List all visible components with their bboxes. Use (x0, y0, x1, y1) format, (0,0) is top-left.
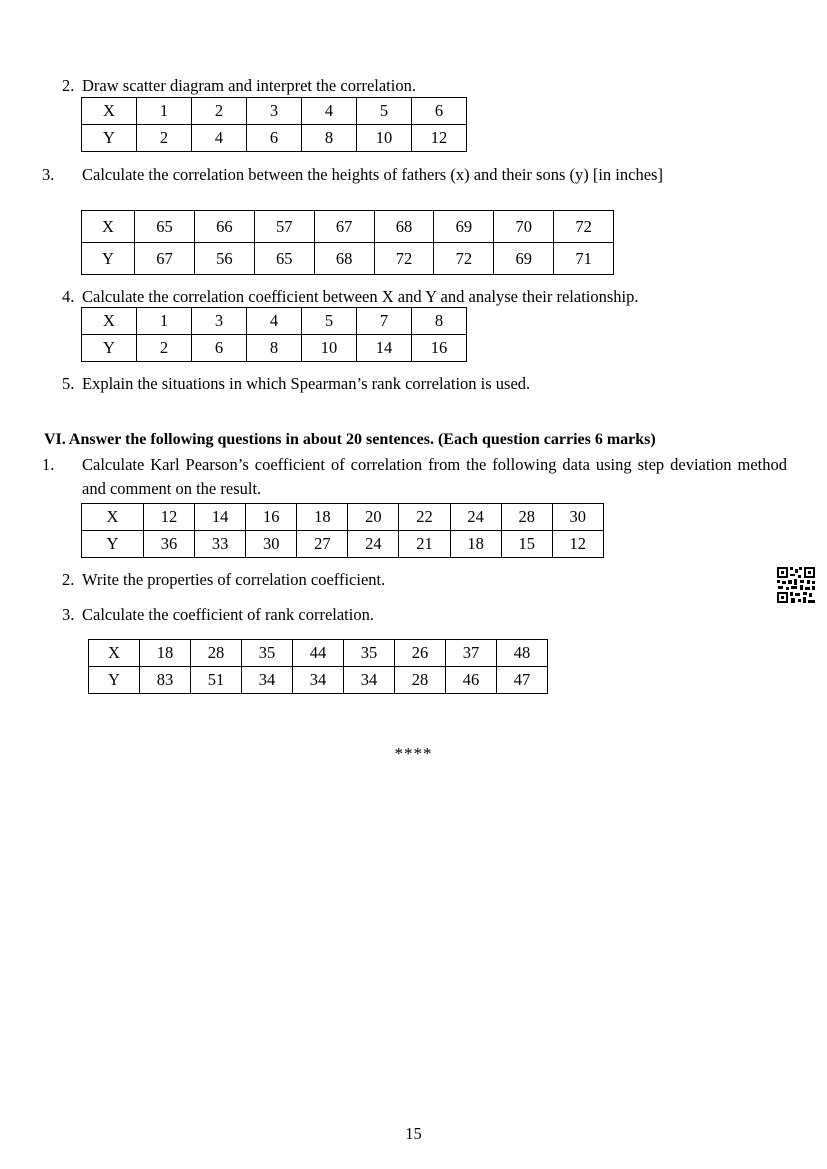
table-cell: 12 (144, 504, 195, 531)
question-text: Draw scatter diagram and interpret the correlation. (82, 76, 416, 95)
qr-code-icon (776, 566, 816, 604)
table-cell: 30 (246, 531, 297, 558)
question-number: 2. (62, 570, 75, 589)
table-row (82, 504, 604, 531)
table-cell: 6 (247, 125, 302, 152)
table-cell: 20 (348, 504, 399, 531)
table-cell: 16 (246, 504, 297, 531)
row-label: Y (82, 125, 137, 152)
table-cell: 37 (446, 640, 497, 667)
table-cell: 15 (501, 531, 552, 558)
table-cell: 14 (195, 504, 246, 531)
table-cell: 65 (254, 243, 314, 275)
table-cell: 4 (192, 125, 247, 152)
table-row (82, 335, 467, 362)
question-4 (62, 285, 767, 309)
table-cell: 8 (412, 308, 467, 335)
table-cell: 12 (552, 531, 603, 558)
table-cell: 35 (242, 640, 293, 667)
table-cell: 24 (450, 504, 501, 531)
table-cell: 67 (314, 211, 374, 243)
question-text: Calculate the coefficient of rank correlation. (82, 605, 374, 624)
table-cell: 28 (501, 504, 552, 531)
end-marker: **** (394, 744, 433, 763)
table-cell: 34 (293, 667, 344, 694)
table-cell: 68 (314, 243, 374, 275)
table-cell: 8 (302, 125, 357, 152)
table-cell: 66 (194, 211, 254, 243)
table-cell: 69 (434, 211, 494, 243)
table-cell: 21 (399, 531, 450, 558)
data-table-1 (81, 97, 467, 152)
data-table-4 (81, 503, 604, 558)
table-cell: 72 (554, 211, 614, 243)
data-table-2 (81, 210, 614, 275)
table-cell: 33 (195, 531, 246, 558)
question-text: Calculate Karl Pearson’s coefficient of correlation from the following data using step deviation method and comment on the result. (82, 455, 787, 498)
table-cell: 51 (191, 667, 242, 694)
table-cell: 8 (247, 335, 302, 362)
table-cell: 2 (192, 98, 247, 125)
table-cell: 35 (344, 640, 395, 667)
row-label: X (82, 211, 135, 243)
table-cell: 12 (412, 125, 467, 152)
table-cell: 24 (348, 531, 399, 558)
question-number: 1. (42, 455, 55, 474)
question-3 (42, 163, 787, 187)
table-cell: 1 (137, 98, 192, 125)
table-cell: 48 (497, 640, 548, 667)
question-number: 3. (42, 165, 55, 184)
table-cell: 46 (446, 667, 497, 694)
question-2 (62, 74, 767, 98)
question-number: 2. (62, 76, 75, 95)
table-cell: 14 (357, 335, 412, 362)
data-table-5 (88, 639, 548, 694)
question-text: Calculate the correlation between the heights of fathers (x) and their sons (y) [in inches] (82, 165, 663, 184)
table-cell: 36 (144, 531, 195, 558)
table-row (89, 667, 548, 694)
table-cell: 68 (374, 211, 434, 243)
table-cell: 27 (297, 531, 348, 558)
table-cell: 7 (357, 308, 412, 335)
table-cell: 30 (552, 504, 603, 531)
table-cell: 6 (412, 98, 467, 125)
row-label: X (82, 98, 137, 125)
table-cell: 28 (395, 667, 446, 694)
section6-question-1 (42, 453, 787, 501)
section-heading: VI. Answer the following questions in about 20 sentences. (Each question carries 6 marks) (44, 431, 656, 448)
table-row (82, 243, 614, 275)
table-cell: 6 (192, 335, 247, 362)
question-number: 3. (62, 605, 75, 624)
section6-question-3 (62, 603, 767, 627)
table-row (82, 211, 614, 243)
table-cell: 18 (297, 504, 348, 531)
table-cell: 28 (191, 640, 242, 667)
data-table-3 (81, 307, 467, 362)
table-cell: 18 (140, 640, 191, 667)
question-text: Calculate the correlation coefficient between X and Y and analyse their relationship. (82, 287, 639, 306)
table-row (82, 531, 604, 558)
section6-question-2 (62, 568, 767, 592)
table-cell: 83 (140, 667, 191, 694)
row-label: Y (89, 667, 140, 694)
question-5 (62, 372, 767, 396)
table-cell: 44 (293, 640, 344, 667)
table-cell: 57 (254, 211, 314, 243)
table-cell: 18 (450, 531, 501, 558)
table-cell: 69 (494, 243, 554, 275)
table-cell: 67 (135, 243, 195, 275)
table-cell: 22 (399, 504, 450, 531)
row-label: X (82, 308, 137, 335)
table-row (82, 98, 467, 125)
table-cell: 2 (137, 125, 192, 152)
question-text: Write the properties of correlation coefficient. (82, 570, 386, 589)
table-cell: 1 (137, 308, 192, 335)
table-cell: 2 (137, 335, 192, 362)
question-number: 5. (62, 374, 75, 393)
page-number: 15 (405, 1124, 422, 1143)
table-cell: 4 (302, 98, 357, 125)
table-cell: 10 (357, 125, 412, 152)
row-label: Y (82, 531, 144, 558)
table-cell: 56 (194, 243, 254, 275)
table-cell: 10 (302, 335, 357, 362)
table-cell: 72 (434, 243, 494, 275)
table-cell: 65 (135, 211, 195, 243)
table-cell: 5 (302, 308, 357, 335)
question-text: Explain the situations in which Spearman’s rank correlation is used. (82, 374, 531, 393)
table-cell: 34 (242, 667, 293, 694)
table-cell: 3 (247, 98, 302, 125)
table-row (82, 125, 467, 152)
table-row (82, 308, 467, 335)
table-row (89, 640, 548, 667)
table-cell: 70 (494, 211, 554, 243)
table-cell: 16 (412, 335, 467, 362)
table-cell: 4 (247, 308, 302, 335)
table-cell: 26 (395, 640, 446, 667)
table-cell: 5 (357, 98, 412, 125)
row-label: X (89, 640, 140, 667)
row-label: Y (82, 243, 135, 275)
question-number: 4. (62, 287, 75, 306)
table-cell: 72 (374, 243, 434, 275)
row-label: Y (82, 335, 137, 362)
table-cell: 34 (344, 667, 395, 694)
table-cell: 71 (554, 243, 614, 275)
row-label: X (82, 504, 144, 531)
table-cell: 3 (192, 308, 247, 335)
table-cell: 47 (497, 667, 548, 694)
